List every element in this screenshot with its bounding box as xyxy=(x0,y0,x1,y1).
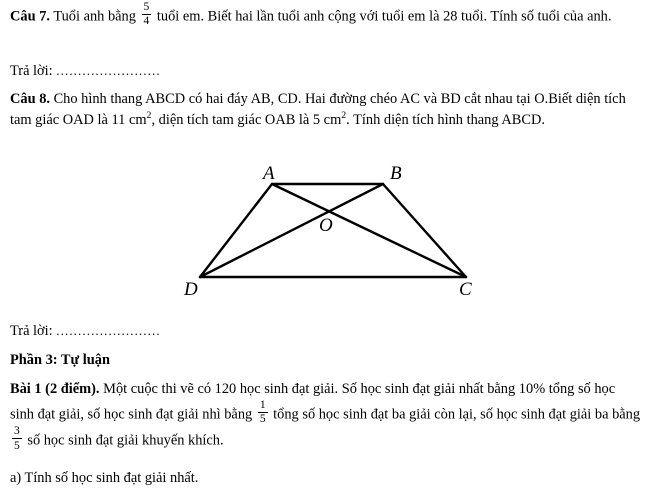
answer-dots-2[interactable]: ........................ xyxy=(56,323,161,338)
fraction-denominator: 5 xyxy=(14,439,20,452)
vertex-label-a: A xyxy=(263,163,275,184)
fraction-five-fourths xyxy=(142,1,152,27)
question-7-text-before: Tuổi anh bằng xyxy=(49,8,140,25)
question-8-paragraph xyxy=(10,89,642,131)
answer-dots-1[interactable]: ........................ xyxy=(56,63,161,78)
superscript-square-2: 2 xyxy=(341,110,347,122)
fraction-three-fifths xyxy=(12,425,22,451)
question-8-line1: Cho hình thang ABCD có hai đáy AB, CD. Hai đường chéo AC và BD cắt nhau tại O. xyxy=(49,91,549,107)
fraction-one-fifth xyxy=(258,399,268,425)
fraction-denominator: 4 xyxy=(143,15,150,28)
bai-1-label: Bài 1 (2 điểm). xyxy=(10,381,100,397)
vertex-label-b: B xyxy=(390,163,402,184)
trapezoid-svg xyxy=(160,158,510,313)
answer-line-2 xyxy=(10,320,161,342)
answer-label-2: Trả lời: xyxy=(10,323,53,339)
question-8-line2-c: . Tính diện tích hình thang ABCD. xyxy=(346,112,545,128)
fraction-denominator: 5 xyxy=(259,413,266,426)
vertex-label-c: C xyxy=(459,279,472,300)
question-7-text-after: tuổi em. Biết hai lần tuổi anh cộng với tuổi em là 28 tuổi. Tính số tuổi của anh. xyxy=(153,8,612,25)
bai-1-part-a: a) Tính số học sinh đạt giải nhất. xyxy=(10,470,199,486)
fraction-numerator: 3 xyxy=(14,425,20,438)
bai-1-text-1: Một cuộc thi vẽ có 120 học sinh đạt giải. Số học sinh đạt giải nhất bằng 10% tổng số học sinh đạt giải, số học sinh đạt giải nhì bằng xyxy=(10,381,616,423)
question-8-label: Câu 8. xyxy=(10,91,50,107)
bai-1-text-2: tổng số học sinh đạt ba giải còn lại, số học sinh đạt giải ba bằng xyxy=(269,406,641,423)
superscript-square-1: 2 xyxy=(146,110,152,122)
question-8-line2-a: Biết diện tích tam giác OAD là 11 cm xyxy=(10,91,626,128)
vertex-label-d: D xyxy=(184,279,198,300)
trapezoid-figure xyxy=(160,158,510,313)
answer-label-1: Trả lời: xyxy=(10,63,53,79)
segment-DA xyxy=(200,184,272,277)
segment-BC xyxy=(383,184,466,277)
segment-BD xyxy=(200,184,383,277)
bai-1-text-3: số học sinh đạt giải khuyến khích. xyxy=(23,432,224,449)
part-3-heading: Phần 3: Tự luận xyxy=(10,352,110,368)
fraction-numerator: 5 xyxy=(143,1,150,14)
question-7-label: Câu 7. xyxy=(10,8,50,25)
question-8-line2-b: , diện tích tam giác OAB là 5 cm xyxy=(151,112,342,128)
vertex-label-o: O xyxy=(319,215,333,236)
fraction-numerator: 1 xyxy=(259,399,266,412)
answer-line-1 xyxy=(10,60,161,82)
segment-AC xyxy=(272,184,466,277)
bai-1-paragraph xyxy=(10,379,642,453)
question-7-paragraph xyxy=(10,2,642,28)
